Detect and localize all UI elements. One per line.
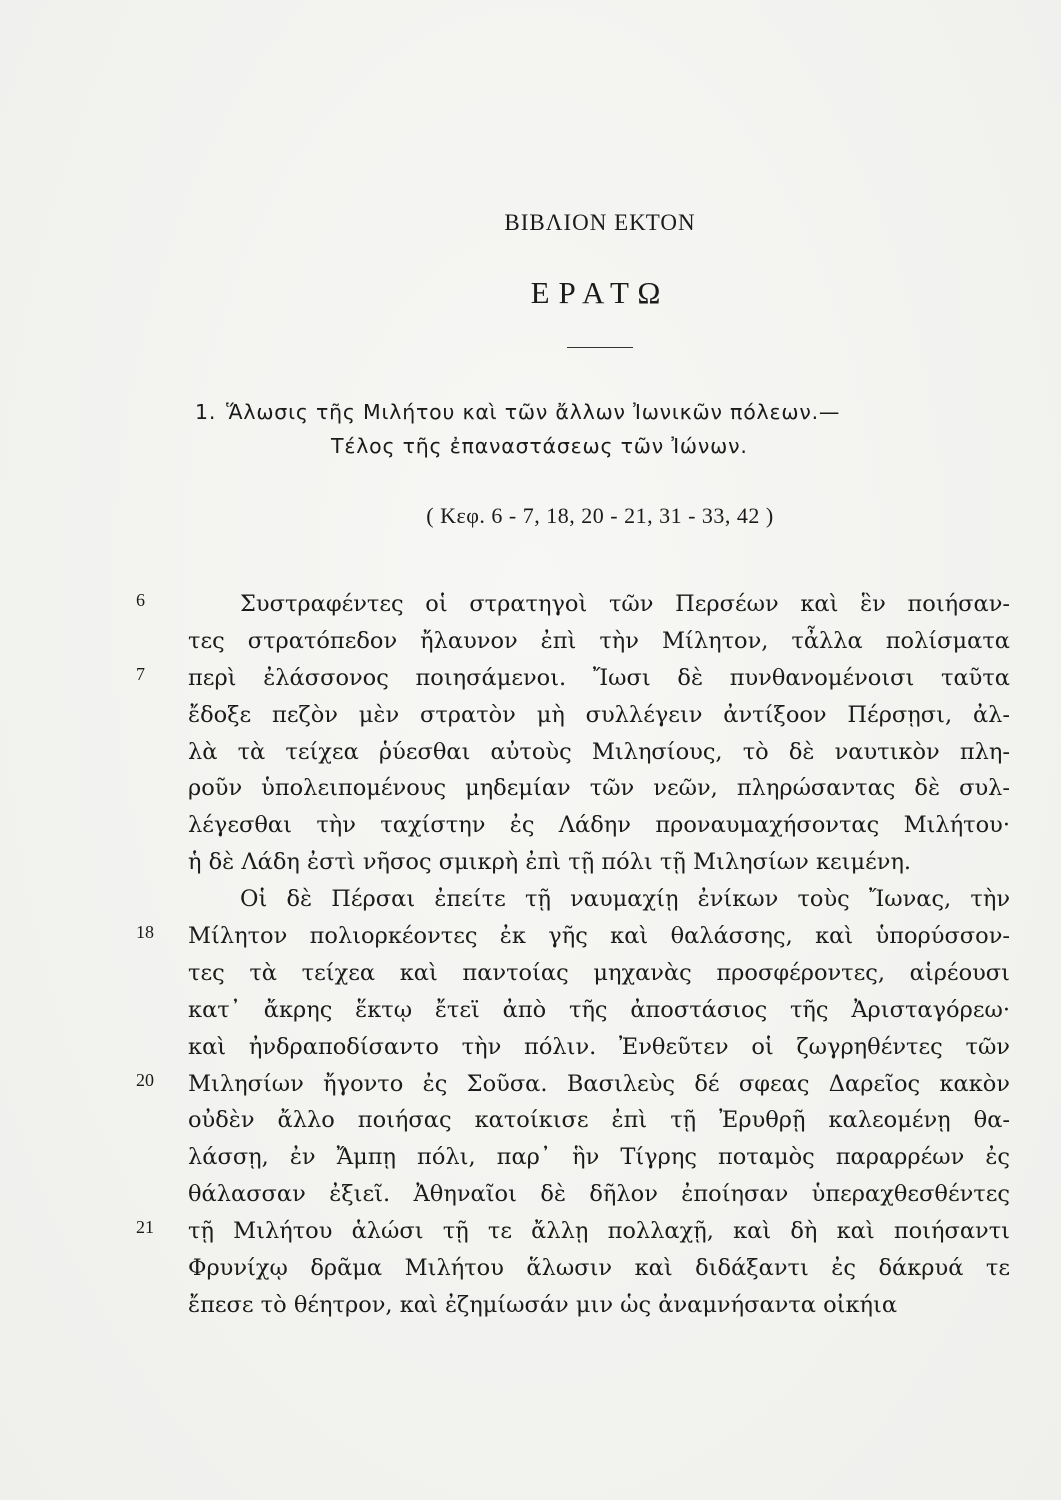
book-label: ΒΙΒΛΙΟΝ ΕΚΤΟΝ	[504, 210, 696, 235]
margin-chapter-number: 20	[136, 1069, 154, 1090]
text-line: τες στρατόπεδον ἤλαυνον ἐπὶ τὴν Μίλητον, τἆλλα πολίσματα	[188, 627, 1010, 654]
section-heading-line-1: Ἅλωσις τῆς Μιλήτου καὶ τῶν ἄλλων Ἰωνικῶν πόλεων.—	[226, 400, 841, 424]
text-line: λέγεσθαι τὴν ταχίστην ἐς Λάδην προναυμαχήσοντας Μιλήτου·	[188, 812, 1010, 839]
text-line: ἡ δὲ Λάδη ἐστὶ νῆσος σμικρὴ ἐπὶ τῇ πόλι τῇ Μιλησίων κειμένη.	[188, 849, 912, 876]
text-line: τες τὰ τείχεα καὶ παντοίας μηχανὰς προσφέροντες, αἱρέουσι	[188, 959, 1010, 986]
text-line: οὐδὲν ἄλλο ποιήσας κατοίκισε ἐπὶ τῇ Ἐρυθρῇ καλεομένῃ θα-	[188, 1107, 1010, 1134]
main-text	[188, 586, 1010, 1324]
section-heading	[195, 395, 1015, 463]
text-line: λὰ τὰ τείχεα ῥύεσθαι αὐτοὺς Μιλησίους, τὸ δὲ ναυτικὸν πλη-	[188, 738, 1010, 765]
margin-chapter-number: 18	[136, 922, 154, 943]
text-line: περὶ ἐλάσσονος ποιησάμενοι. Ἴωσι δὲ πυνθανομένοισι ταῦτα	[188, 664, 1010, 691]
text-line: Μιλησίων ἤγοντο ἐς Σοῦσα. Βασιλεὺς δέ σφεας Δαρεῖος κακὸν	[188, 1070, 1010, 1097]
margin-chapter-number: 6	[136, 590, 145, 610]
text-line: τῇ Μιλήτου ἁλώσι τῇ τε ἄλλῃ πολλαχῇ, καὶ δὴ καὶ ποιήσαντι	[188, 1218, 1010, 1245]
text-line: ἔπεσε τὸ θέητρον, καὶ ἐζημίωσάν μιν ὡς ἀναμνήσαντα οἰκήια	[188, 1291, 898, 1318]
text-line: καὶ ἠνδραποδίσαντο τὴν πόλιν. Ἐνθεῦτεν οἱ ζωγρηθέντες τῶν	[188, 1033, 1010, 1060]
section-number: 1.	[195, 400, 217, 424]
section-heading-line-2: Τέλος τῆς ἐπαναστάσεως τῶν Ἰώνων.	[331, 434, 748, 458]
text-line: κατ᾽ ἄκρης ἕκτῳ ἔτεϊ ἀπὸ τῆς ἀποστάσιος τῆς Ἀρισταγόρεω·	[188, 996, 1010, 1023]
margin-chapter-number: 7	[136, 663, 145, 684]
margin-chapter-number: 21	[136, 1217, 154, 1238]
text-line: Φρυνίχῳ δρᾶμα Μιλήτου ἅλωσιν καὶ διδάξαντι ἐς δάκρυά τε	[188, 1255, 1010, 1282]
text-line: λάσσῃ, ἐν Ἄμπῃ πόλι, παρ᾽ ἣν Τίγρης ποταμὸς παραρρέων ἐς	[188, 1144, 1010, 1171]
chapters-reference: ( Κεφ. 6 - 7, 18, 20 - 21, 31 - 33, 42 )	[426, 503, 774, 528]
text-line: ροῦν ὑπολειπομένους μηδεμίαν τῶν νεῶν, πληρώσαντας δὲ συλ-	[188, 775, 1010, 802]
title-divider	[567, 347, 633, 348]
text-line: Οἱ δὲ Πέρσαι ἐπείτε τῇ ναυμαχίῃ ἐνίκων τοὺς Ἴωνας, τὴν	[240, 886, 1010, 913]
text-line: θάλασσαν ἐξιεῖ. Ἀθηναῖοι δὲ δῆλον ἐποίησαν ὑπεραχθεσθέντες	[188, 1181, 1010, 1208]
text-line: Συστραφέντες οἱ στρατηγοὶ τῶν Περσέων καὶ ἓν ποιήσαν-	[240, 591, 1010, 617]
text-line: ἔδοξε πεζὸν μὲν στρατὸν μὴ συλλέγειν ἀντίξοον Πέρσῃσι, ἀλ-	[188, 701, 1010, 728]
text-line: Μίλητον πολιορκέοντες ἐκ γῆς καὶ θαλάσσης, καὶ ὑπορύσσον-	[188, 923, 1010, 950]
book-title: ΕΡΑΤΩ	[530, 275, 670, 310]
